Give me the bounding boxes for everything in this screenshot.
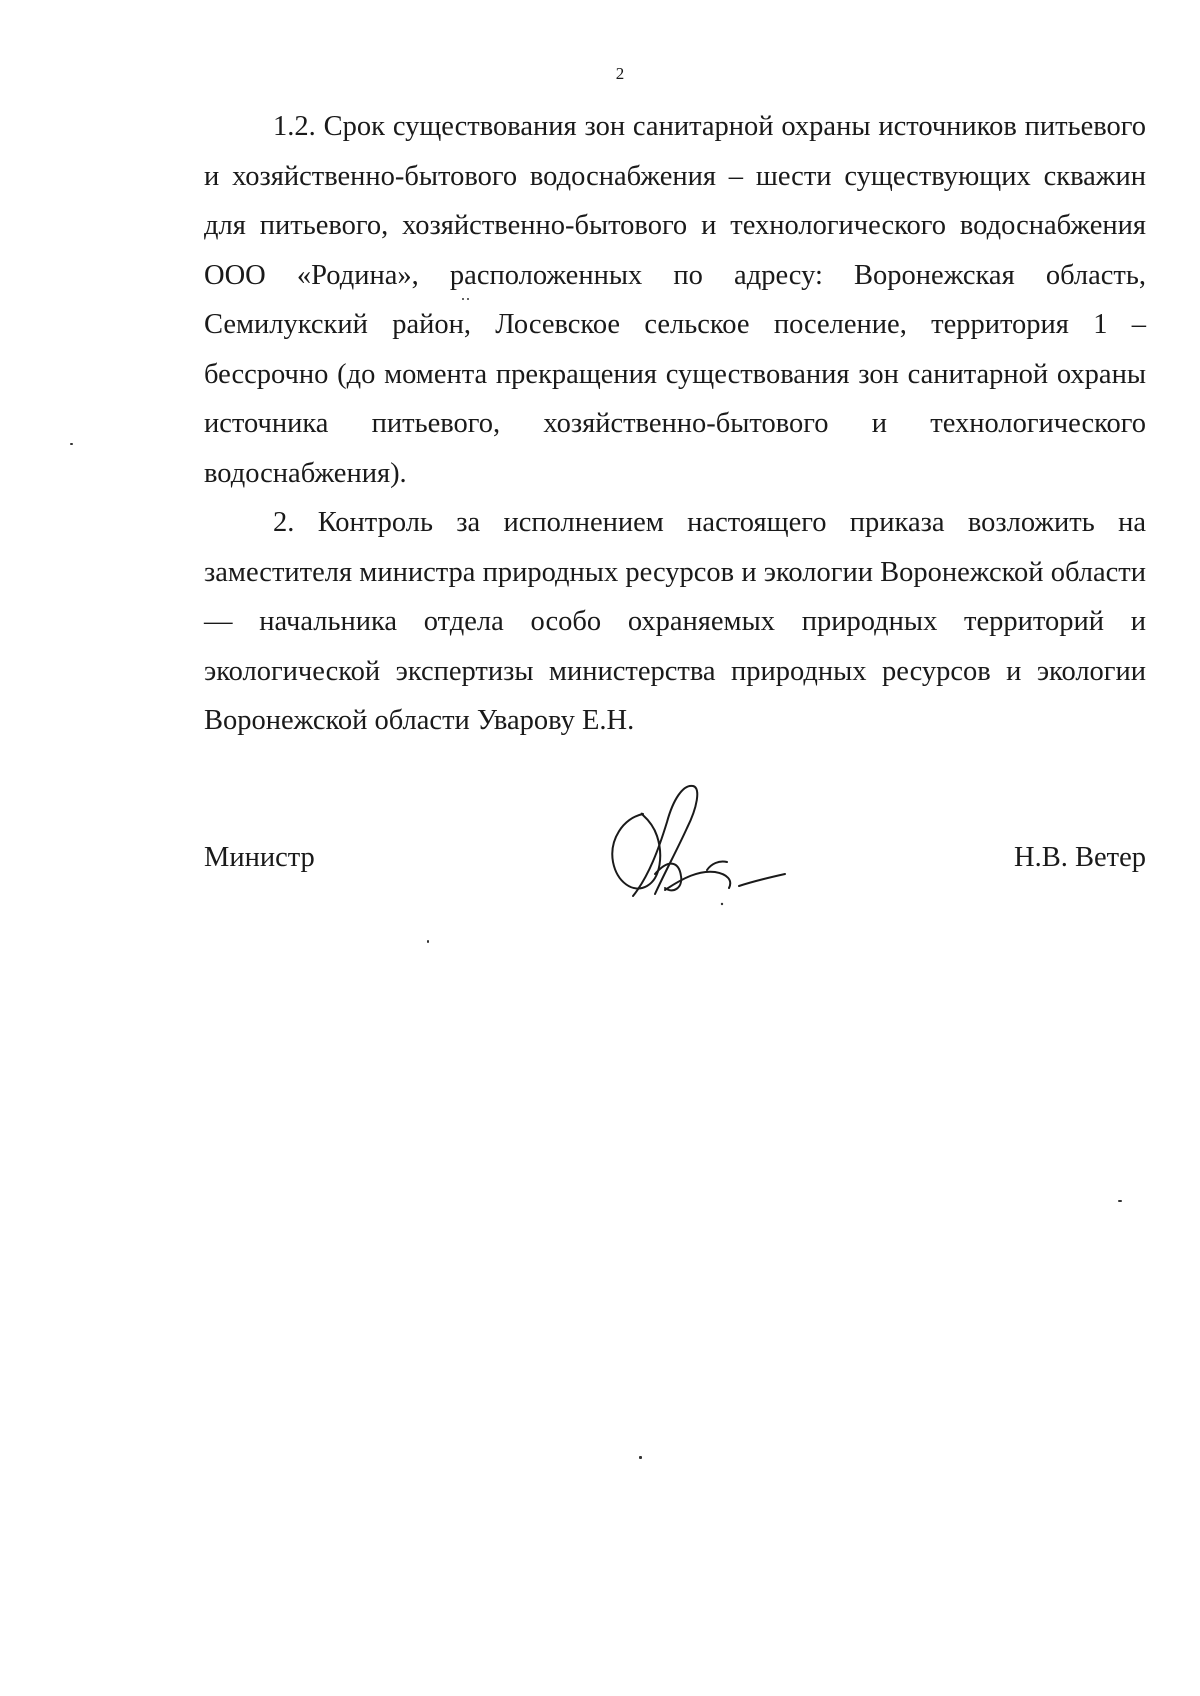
scan-speck	[70, 443, 73, 445]
document-body	[204, 102, 1146, 746]
scan-speck	[1118, 1200, 1122, 1202]
scan-speck	[639, 1456, 642, 1459]
scan-speck	[462, 298, 464, 300]
signer-name: Н.В. Ветер	[1014, 842, 1146, 873]
page-number: 2	[615, 64, 625, 83]
scan-speck	[467, 298, 469, 300]
paragraph-1-2: 1.2. Срок существования зон санитарной охраны источников питьевого и хозяйственно-бытового водоснабжения – шести существующих скважин для питьевого, хозяйственно-бытового и технологического водоснабжения ООО «Родина», расположенных по адресу: Воронежская область, Семилукский район, Лосевское сельское поселение, территория 1 – бессрочно (до момента прекращения существования зон санитарной охраны источника питьевого, хозяйственно-бытового и технологического водоснабжения).	[204, 111, 1146, 489]
signer-title: Министр	[204, 842, 315, 873]
scan-speck	[427, 940, 429, 943]
paragraph-2: 2. Контроль за исполнением настоящего приказа возложить на заместителя министра природных ресурсов и экологии Воронежской области — начальника отдела особо охраняемых природных территорий и экологической экспертизы министерства природных ресурсов и экологии Воронежской области Уварову Е.Н.	[204, 507, 1146, 736]
handwritten-signature	[603, 778, 793, 918]
